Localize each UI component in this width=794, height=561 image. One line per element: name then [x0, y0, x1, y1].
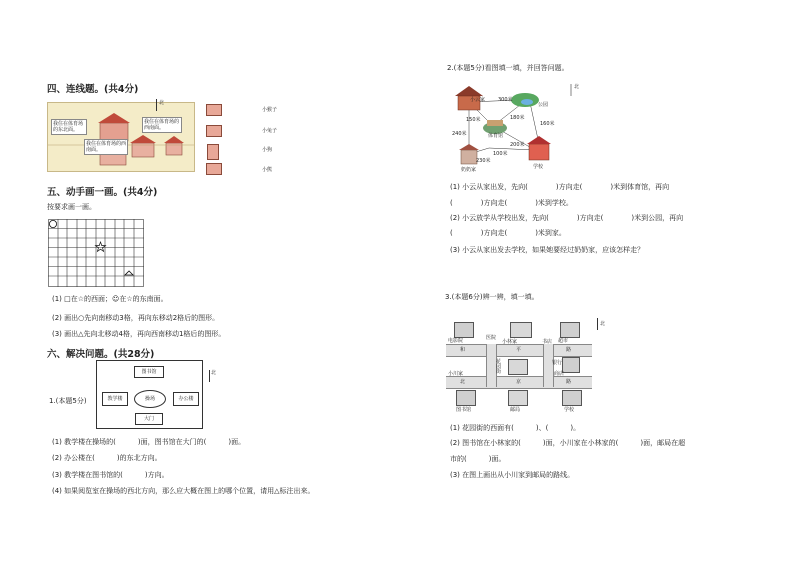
street-char: 和 [460, 347, 466, 353]
star-shape [96, 242, 106, 251]
route-map [447, 82, 587, 172]
north-label: 北 [574, 84, 580, 90]
s5-question-2: (2) 画出○先向南移动3格，再向东移动2格后的图形。 [52, 314, 220, 322]
speech-bubble-3: 我住在体育场的西南面。 [86, 141, 127, 153]
building-icon [454, 322, 474, 338]
map-label: 小川家 [448, 371, 464, 377]
p2-question-2: (2) 小云放学从学校出发，先向( )方向走( )米到公园，再向 [450, 214, 684, 222]
street-char: 京 [516, 379, 522, 385]
triangle-shape [125, 271, 133, 275]
section-4-picture [47, 102, 195, 172]
building-icon [562, 357, 580, 373]
map-label: 图书馆 [456, 407, 472, 413]
map-label: 花园街 [496, 359, 502, 375]
animal-label: 小狗 [262, 147, 273, 153]
s6-question-4: (4) 如果阅览室在操场的西北方向，那么应大概在图上的哪个位置，请用△标注出来。 [52, 487, 315, 495]
section-5-instruction: 按要求画一画。 [47, 203, 96, 211]
map-label: 超市 [558, 338, 569, 344]
building-icon [456, 390, 476, 406]
animal-label: 小兔子 [262, 128, 278, 134]
distance-label: 100米 [493, 151, 508, 157]
p3-question-1: (1) 花园街的西面有( )、( )。 [450, 424, 581, 432]
p3-question-2-cont: 市的( )面。 [450, 455, 506, 463]
street-char: 路 [566, 347, 572, 353]
problem-1-label: 1.(本题5分) [49, 397, 87, 405]
problem-2-title: 2.(本题5分)看图填一填，并回答问题。 [447, 64, 569, 72]
animal-label: 小熊 [262, 167, 273, 173]
house-icon [206, 163, 222, 175]
street-char: 路 [566, 379, 572, 385]
map-label-grandma: 奶奶家 [461, 167, 477, 173]
p3-question-3: (3) 在图上画出从小川家到邮局的路线。 [450, 471, 575, 479]
north-label: 北 [600, 321, 606, 327]
map-label: 学校 [564, 407, 575, 413]
distance-label: 230米 [476, 158, 491, 164]
teaching-building-box: 教学楼 [102, 392, 128, 406]
section-6-title: 六、解决问题。(共28分) [47, 349, 155, 360]
section-4-title: 四、连线题。(共4分) [47, 84, 139, 95]
speech-bubble-1: 我住在体育场的东北面。 [51, 119, 87, 135]
distance-label: 180米 [510, 115, 525, 121]
s6-question-1: (1) 教学楼在操场的( )面，图书馆在大门的( )面。 [52, 438, 246, 446]
map-label-xiaoyun: 小云家 [470, 97, 486, 103]
p3-question-2: (2) 图书馆在小林家的( )面，小川家在小林家的( )面，邮局在超 [450, 439, 686, 447]
p2-question-1: (1) 小云从家出发，先向( )方向走( )米到体育馆，再向 [450, 183, 670, 191]
playground-oval: 操场 [134, 390, 166, 408]
p2-question-2-cont: ( )方向走( )米到家。 [450, 229, 566, 237]
s5-question-1: (1) □在☆的西面；☺在☆的东南面。 [52, 295, 168, 303]
street-char: 北 [460, 379, 466, 385]
section-5-title: 五、动手画一画。(共4分) [47, 187, 158, 198]
map-label-park: 公园 [538, 102, 549, 108]
north-label: 北 [159, 100, 165, 106]
house-icon [206, 125, 222, 137]
building-icon [560, 322, 580, 338]
map-label: 电影院 [448, 338, 464, 344]
map-label: 小林家 [502, 339, 518, 345]
building-icon [508, 359, 528, 375]
distance-label: 240米 [452, 131, 467, 137]
house-icon [207, 144, 219, 160]
office-building-box: 办公楼 [173, 392, 199, 406]
problem-3-title: 3.(本题6分)辨一辨，填一填。 [445, 293, 539, 301]
house-icon [206, 104, 222, 116]
north-label: 北 [211, 370, 217, 376]
distance-label: 150米 [466, 117, 481, 123]
s5-question-3: (3) 画出△先向北移动4格，再向西南移动1格后的图形。 [52, 330, 226, 338]
map-label: 商店 [554, 371, 565, 377]
building-icon [562, 390, 582, 406]
map-label: 医院 [486, 335, 497, 341]
building-icon [510, 322, 532, 338]
animal-label: 小猴子 [262, 107, 278, 113]
north-arrow [209, 370, 210, 382]
drawing-grid [48, 219, 144, 287]
map-label-stadium: 体育馆 [488, 133, 504, 139]
p2-question-3: (3) 小云从家出发去学校，如果她要经过奶奶家，应该怎样走？ [450, 246, 645, 254]
north-arrow [156, 99, 157, 111]
map-label: 邮局 [510, 407, 521, 413]
speech-bubble-2: 我住在体育场的西南面。 [142, 117, 182, 133]
circle-shape [49, 220, 56, 227]
building-icon [508, 390, 528, 406]
village-illustration [48, 103, 194, 171]
map-label: 银行 [552, 360, 563, 366]
campus-map [96, 360, 203, 429]
distance-label: 160米 [540, 121, 555, 127]
library-box: 图书馆 [134, 366, 164, 378]
map-label-school: 学校 [533, 164, 544, 170]
s6-question-2: (2) 办公楼在( )的东北方向。 [52, 454, 162, 462]
s6-question-3: (3) 教学楼在图书馆的( )方向。 [52, 471, 169, 479]
distance-label: 200米 [510, 142, 525, 148]
gate-box: 大门 [135, 413, 163, 425]
north-arrow [597, 318, 598, 330]
street-map [446, 318, 592, 414]
street-char: 平 [516, 347, 522, 353]
p2-question-1-cont: ( )方向走( )米到学校。 [450, 199, 573, 207]
distance-label: 300米 [498, 97, 513, 103]
map-label: 书店 [542, 339, 553, 345]
